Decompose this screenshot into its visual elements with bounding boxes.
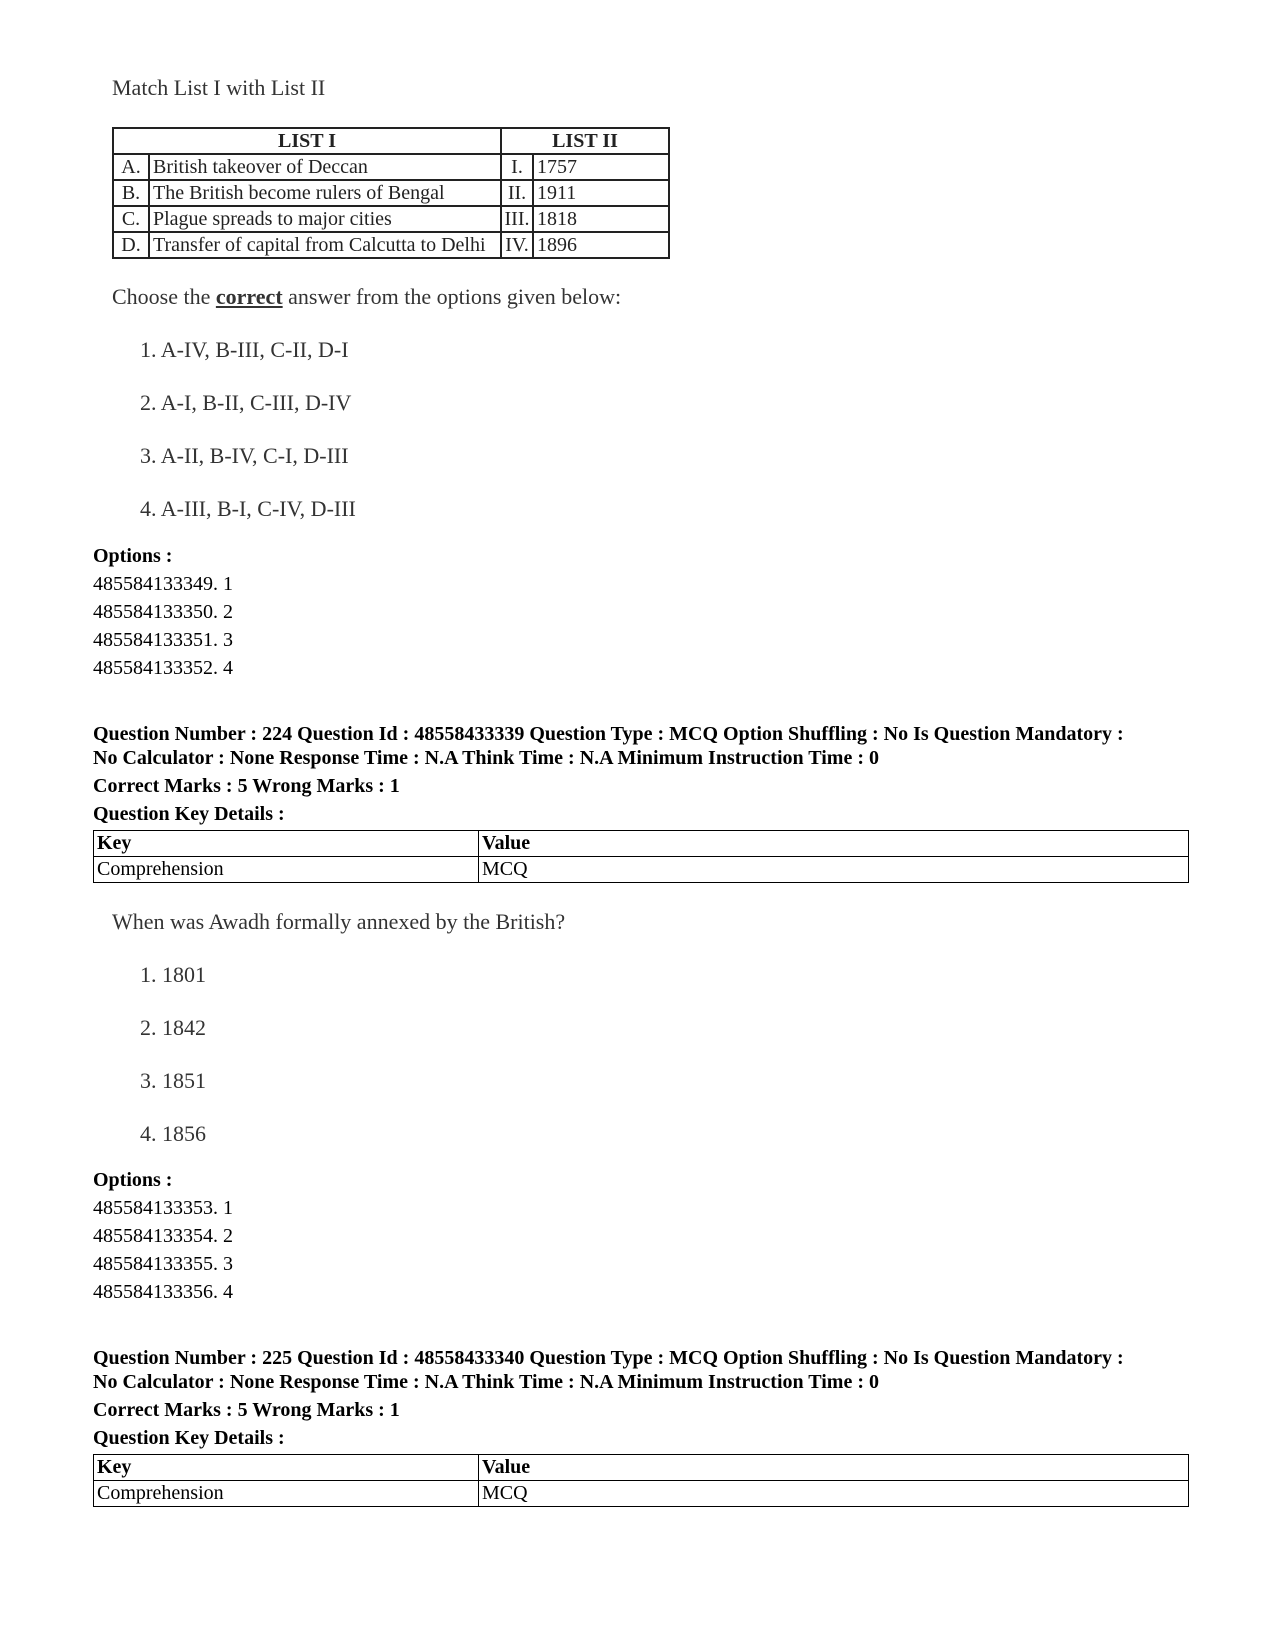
kv-value: MCQ: [479, 1481, 1189, 1507]
kv-header-value: Value: [479, 1455, 1189, 1481]
choice-2: 2. A-I, B-II, C-III, D-IV: [140, 390, 352, 415]
row-year: 1896: [533, 232, 669, 258]
option-id: 485584133356. 4: [93, 1281, 233, 1303]
row-event: Plague spreads to major cities: [149, 206, 501, 232]
choice-3: 3. A-II, B-IV, C-I, D-III: [140, 443, 349, 468]
choice-4: 4. A-III, B-I, C-IV, D-III: [140, 496, 356, 521]
kv-key: Comprehension: [94, 1481, 479, 1507]
row-event: British takeover of Deccan: [149, 154, 501, 180]
key-details-label: Question Key Details :: [93, 1427, 285, 1449]
option-id: 485584133351. 3: [93, 629, 233, 651]
kv-value: MCQ: [479, 857, 1189, 883]
kv-header-value: Value: [479, 831, 1189, 857]
kv-header-row: [94, 831, 1189, 857]
kv-header-key: Key: [94, 831, 479, 857]
choice-1: 1. A-IV, B-III, C-II, D-I: [140, 337, 349, 362]
row-roman: II.: [501, 180, 533, 206]
choice-3: 3. 1851: [140, 1068, 206, 1093]
option-id: 485584133349. 1: [93, 573, 233, 595]
match-table-header: [113, 128, 669, 154]
choose-post: answer from the options given below:: [282, 284, 622, 309]
list1-header: LIST I: [113, 128, 501, 154]
question-meta-line2: No Calculator : None Response Time : N.A Think Time : N.A Minimum Instruction Time : 0: [93, 1371, 879, 1393]
row-letter: A.: [113, 154, 149, 180]
row-event: Transfer of capital from Calcutta to Delhi: [149, 232, 501, 258]
match-table: [112, 127, 670, 259]
kv-row: [94, 857, 1189, 883]
kv-header-key: Key: [94, 1455, 479, 1481]
option-id: 485584133352. 4: [93, 657, 233, 679]
row-year: 1911: [533, 180, 669, 206]
key-value-table: [93, 1454, 1189, 1507]
row-roman: IV.: [501, 232, 533, 258]
kv-key: Comprehension: [94, 857, 479, 883]
match-row: [113, 154, 669, 180]
choose-pre: Choose the: [112, 284, 216, 309]
choose-instruction: [112, 284, 621, 310]
match-row: [113, 180, 669, 206]
choice-4: 4. 1856: [140, 1121, 206, 1146]
question-meta-line1: Question Number : 224 Question Id : 48558433339 Question Type : MCQ Option Shuffling : No Is Question Mandatory :: [93, 723, 1124, 745]
question-meta-line1: Question Number : 225 Question Id : 48558433340 Question Type : MCQ Option Shuffling : No Is Question Mandatory :: [93, 1347, 1124, 1369]
match-row: [113, 232, 669, 258]
option-id: 485584133350. 2: [93, 601, 233, 623]
question-marks: Correct Marks : 5 Wrong Marks : 1: [93, 775, 400, 797]
key-details-label: Question Key Details :: [93, 803, 285, 825]
kv-row: [94, 1481, 1189, 1507]
row-year: 1818: [533, 206, 669, 232]
key-value-table: [93, 830, 1189, 883]
row-letter: D.: [113, 232, 149, 258]
row-letter: B.: [113, 180, 149, 206]
match-prompt: Match List I with List II: [112, 75, 326, 100]
choice-1: 1. 1801: [140, 962, 206, 987]
question-marks: Correct Marks : 5 Wrong Marks : 1: [93, 1399, 400, 1421]
option-id: 485584133355. 3: [93, 1253, 233, 1275]
row-roman: III.: [501, 206, 533, 232]
question-meta-line2: No Calculator : None Response Time : N.A Think Time : N.A Minimum Instruction Time : 0: [93, 747, 879, 769]
option-id: 485584133354. 2: [93, 1225, 233, 1247]
kv-header-row: [94, 1455, 1189, 1481]
choose-emphasis: correct: [215, 284, 283, 309]
match-row: [113, 206, 669, 232]
row-event: The British become rulers of Bengal: [149, 180, 501, 206]
choice-2: 2. 1842: [140, 1015, 206, 1040]
options-label: Options :: [93, 1169, 173, 1191]
question-prompt: When was Awadh formally annexed by the British?: [112, 909, 566, 934]
options-label: Options :: [93, 545, 173, 567]
row-roman: I.: [501, 154, 533, 180]
row-letter: C.: [113, 206, 149, 232]
list2-header: LIST II: [501, 128, 669, 154]
row-year: 1757: [533, 154, 669, 180]
option-id: 485584133353. 1: [93, 1197, 233, 1219]
